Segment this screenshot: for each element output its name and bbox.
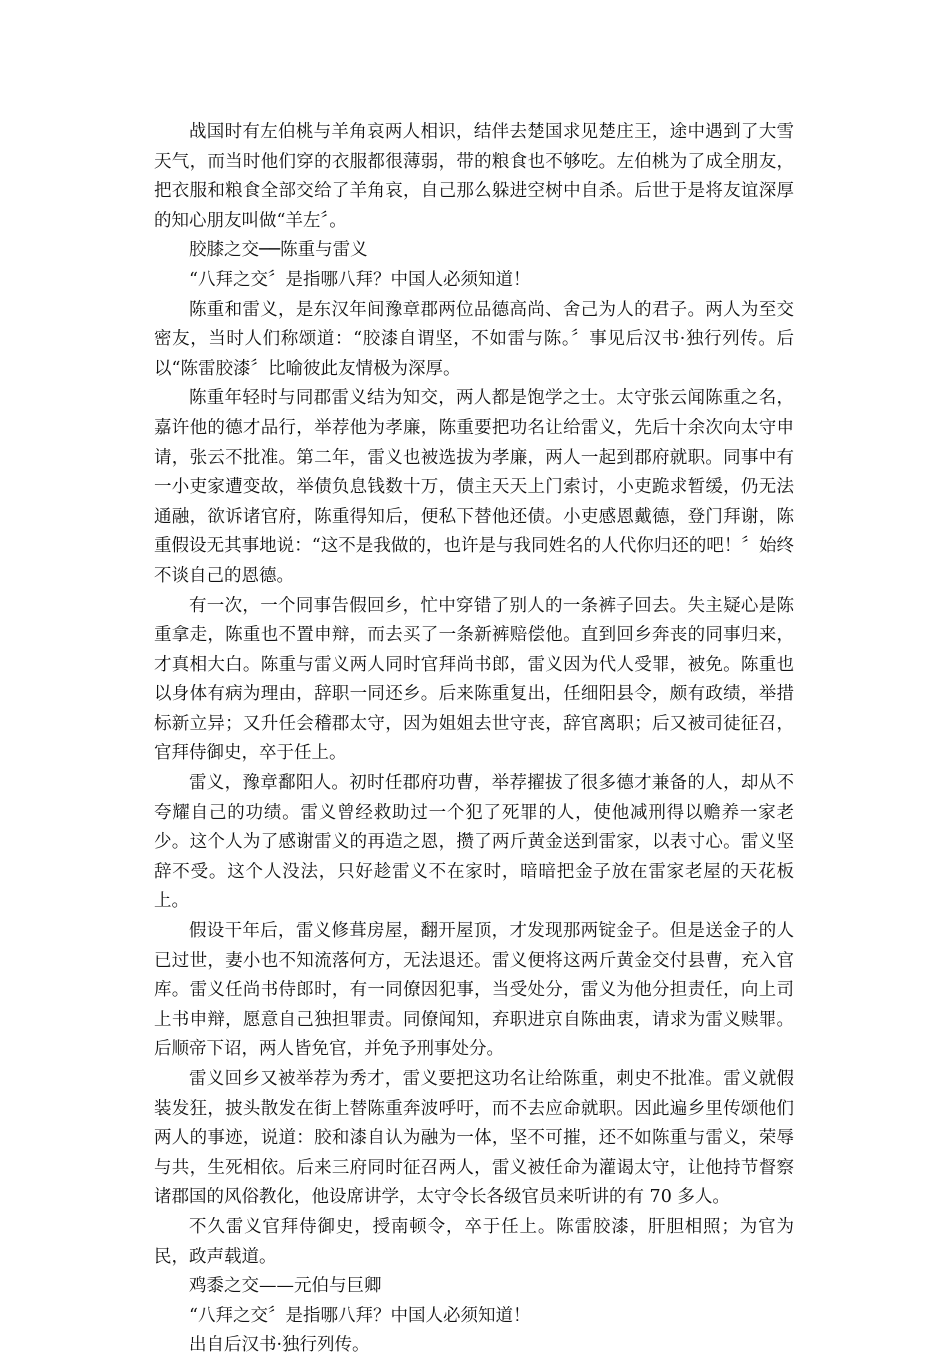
bapai-link-text: “八拜之交〞是指哪八拜？中国人必须知道！	[189, 269, 531, 290]
bapai-link-text-2: “八拜之交〞是指哪八拜？中国人必须知道！	[189, 1305, 531, 1326]
paragraph-zuoyang: 战国时有左伯桃与羊角哀两人相识，结伴去楚国求见楚庄王，途中遇到了大雪天气，而当时他们穿的衣服都很薄弱，带的粮食也不够吃。左伯桃为了成全朋友，把衣服和粮食全部交给了羊角哀，自己那么躲进空树中自杀。后世于是将友谊深厚的知心朋友叫做“羊左〞。	[154, 122, 794, 231]
paragraph-gold-story: 假设干年后，雷义修葺房屋，翻开屋顶，才发现那两锭金子。但是送金子的人已过世，妻小也不知流落何方，无法退还。雷义便将这两斤黄金交付县曹，充入官库。雷义任尚书侍郎时，有一同僚因犯事，当受处分，雷义为他分担责任，向上司上书申辩，愿意自己独担罪责。同僚闻知，弃职进京自陈曲衷，请求为雷义赎罪。后顺帝下诏，两人皆免官，并免予刑事处分。	[154, 921, 794, 1060]
paragraph-chenzhong-youth: 陈重年轻时与同郡雷义结为知交，两人都是饱学之士。太守张云闻陈重之名，嘉许他的德才品行，举荐他为孝廉，陈重要把功名让给雷义，先后十余次向太守申请，张云不批准。第二年，雷义也被选拔为孝廉，两人一起到郡府就职。同事中有一小吏家遭变故，举债负息钱数十万，债主天天上门索讨，小吏跪求暂缓，仍无法通融，欲诉诸官府，陈重得知后，便私下替他还债。小吏感恩戴德，登门拜谢，陈重假设无其事地说：“这不是我做的，也许是与我同姓名的人代你归还的吧！〞始终不谈自己的恩德。	[154, 388, 794, 586]
document-body	[154, 118, 794, 1361]
source-note: 出自后汉书·独行列传。	[189, 1335, 370, 1356]
section-heading-jiaoqi: 胶膝之交──陈重与雷义	[189, 240, 368, 261]
paragraph-leiyi-intro: 雷义，豫章鄱阳人。初时任郡府功曹，举荐擢拔了很多德才兼备的人，却从不夸耀自己的功绩。雷义曾经救助过一个犯了死罪的人，使他减刑得以赡养一家老少。这个人为了感谢雷义的再造之恩，攒了两斤黄金送到雷家，以表寸心。雷义坚辞不受。这个人没法，只好趁雷义不在家时，暗暗把金子放在雷家老屋的天花板上。	[154, 773, 794, 912]
paragraph-trousers-story: 有一次，一个同事告假回乡，忙中穿错了别人的一条裤子回去。失主疑心是陈重拿走，陈重也不置申辩，而去买了一条新裤赔偿他。直到回乡奔丧的同事归来，才真相大白。陈重与雷义两人同时官拜尚书郎，雷义因为代人受罪，被免。陈重也以身体有病为理由，辞职一同还乡。后来陈重复出，任细阳县令，颇有政绩，举措标新立异；又升任会稽郡太守，因为姐姐去世守丧，辞官离职；后又被司徒征召，官拜侍御史，卒于任上。	[154, 595, 794, 764]
paragraph-chenlei-intro: 陈重和雷义，是东汉年间豫章郡两位品德高尚、舍己为人的君子。两人为至交密友，当时人们称颂道：“胶漆自谓坚，不如雷与陈。〞事见后汉书·独行列传。后以“陈雷胶漆〞比喻彼此友情极为深厚。	[154, 299, 794, 379]
paragraph-leiyi-death: 不久雷义官拜侍御史，授南顿令，卒于任上。陈雷胶漆，肝胆相照；为官为民，政声载道。	[154, 1216, 794, 1267]
paragraph-leiyi-return: 雷义回乡又被举荐为秀才，雷义要把这功名让给陈重，刺史不批准。雷义就假装发狂，披头散发在街上替陈重奔波呼吁，而不去应命就职。因此遍乡里传颂他们两人的事迹，说道：胶和漆自认为融为一体，坚不可摧，还不如陈重与雷义，荣辱与共，生死相依。后来三府同时征召两人，雷义被任命为灌谒太守，让他持节督察诸郡国的风俗教化，他设席讲学，太守令长各级官员来听讲的有 70 多人。	[154, 1069, 794, 1208]
section-heading-jishu: 鸡黍之交——元伯与巨卿	[189, 1276, 382, 1297]
